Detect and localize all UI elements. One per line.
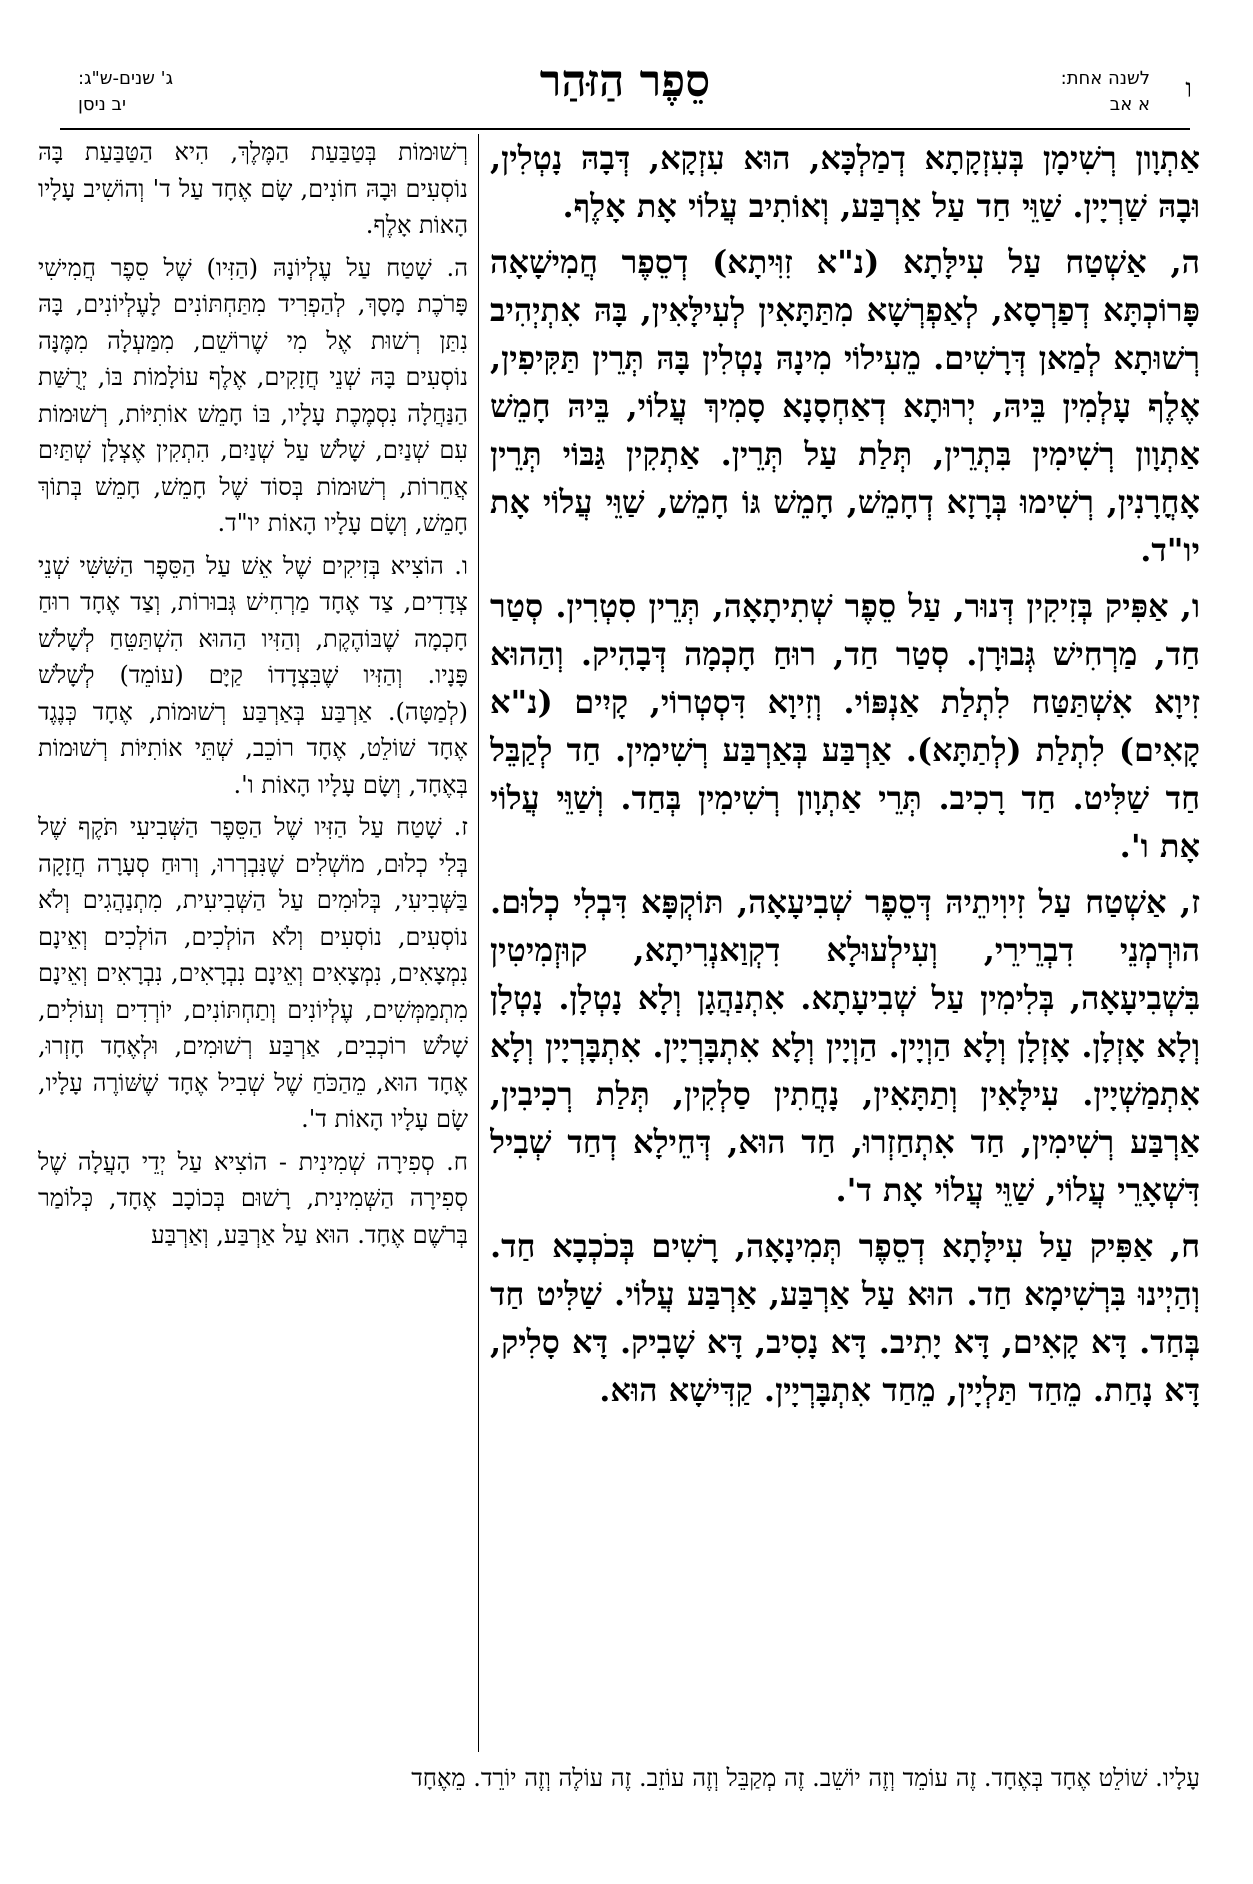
translation-paragraph: ח. סְפִירָה שְׁמִינִית - הוֹצִיא עַל יְדֵי הָעֲלָה שֶׁל סְפִירָה הַשְּׁמִינִית, רָשׁוּם בְּכוֹכָב אֶחָד, כְּלוֹמַר בְּרֹשֶׁם אֶחָד. הוּא עַל אַרְבַּע, וְאַרְבַּע [38,1147,468,1249]
aramaic-paragraph: ח, אַפִּיק עַל עִילָּתָא דְסֵפֶר תְּמִינָאָה, רָשִׁים בְּכֹכְבָא חַד. וְהַיְינוּ בִּרְשִׁימָא חַד. הוּא עַל אַרְבַּע, אַרְבַּע עֲלוֹי. שַׁלִּיט חַד בְּחַד. דָּא קָאִים, דָּא יָתִיב. דָּא נָסִיב, דָּא שָׁבִיק. דָּא סָלִיק, דָּא נָחַת. מֵחַד תַּלְיָין, מֵחַד אִתְבָּרְיָין. קַדִּישָׁא הוּא. [490,1227,1200,1409]
schedule-right-line2: א אב [1109,94,1150,115]
translation-paragraph: ז. שָׁטַח עַל הַזִּיו שֶׁל הַסֵּפֶר הַשְּׁבִיעִי תֹּקֶף שֶׁל בְּלִי כְלוּם, מוֹשְׁלִים שֶׁנִּבְרְרוּ, וְרוּחַ סְעָרָה חֲזָקָה בַּשְּׁבִיעִי, בְּלוּמִים עַל הַשְּׁבִיעִית, מִתְנַהֲגִים וְלֹא נוֹסְעִים, נוֹסְעִים וְלֹא הוֹלְכִים, הוֹלְכִים וְאֵינָם נִמְצָאִים, נִמְצָאִים וְאֵינָם נִבְרָאִים, נִבְרָאִים וְאֵינָם מִתְמַמְּשִׁים, עֶלְיוֹנִים וְתַחְתּוֹנִים, יוֹרְדִים וְעוֹלִים, שָׁלֹשׁ רוֹכְבִים, אַרְבַּע רְשׁוּמִים, וּלְאֶחָד חָזְרוּ, אֶחָד הוּא, מֵהַכֹּחַ שֶׁל שְׁבִיל אֶחָד שֶׁשּׁוֹרֶה עָלָיו, שָׂם עָלָיו הָאוֹת ד'. [38,813,468,1133]
hebrew-translation-column [38,134,468,1754]
translation-paragraph: רְשׁוּמוֹת בְּטַבַּעַת הַמֶּלֶךְ, הִיא הַטַּבַּעַת בָּהּ נוֹסְעִים וּבָהּ חוֹנִים, שָׂם אֶחָד עַל ד' וְהוֹשִׁיב עָלָיו הָאוֹת אָלֶף. [38,138,468,239]
page-header [60,56,1190,136]
page-number: ו [1185,74,1192,104]
book-title: סֵפֶר הַזּהַר [539,56,711,107]
schedule-right-line1: לשנה אחת: [1060,68,1150,89]
aramaic-paragraph: ו, אַפִּיק בְּזִיקִין דְּנוּר, עַל סֵפֶר שְׁתִיתָאָה, תְּרֵין סִטְרִין. סְטַר חַד, מַרְחִישׁ גְּבוּרָן. סְטַר חַד, רוּחַ חָכְמָה דְּבָהִיק. וְהַהוּא זִיוָא אִשְׁתַּטַּח לִתְלַת אַנְפּוֹי. וְזִיוָא דִּסְטְרוֹי, קָיִים (נ"א קָאִים) לִתְלַת (לְתַתָּא). אַרְבַּע בְּאַרְבַּע רְשִׁימִין. חַד לְקַבֵּל חַד שַׁלִּיט. חַד רָכִיב. תְּרֵי אַתְוָון רְשִׁימִין בְּחַד. וְשַׁוֵּי עֲלוֹי אָת ו'. [490,587,1200,865]
header-rule [60,128,1190,130]
aramaic-text-column [490,134,1200,1754]
translation-continuation-line: עָלָיו. שׁוֹלֵט אֶחָד בְּאֶחָד. זֶה עוֹמֵד וְזֶה יוֹשֵׁב. זֶה מְקַבֵּל וְזֶה עוֹזֵב. זֶה עוֹלֶה וְזֶה יוֹרֵד. מֵאֶחָד [411,1764,1200,1792]
aramaic-paragraph: ז, אַשְׁטַח עַל זִיוִיתֵיהּ דְּסֵפֶר שְׁבִיעָאָה, תּוֹקְפָּא דִּבְלִי כְלוּם. הוּרְמְנֵי דִבְרֵירֵי, וְעִילְעוּלָא דִקְוַאנְרִיתָא, קוּזְמִיטִין בִּשְׁבִיעָאָה, בְּלִימִין עַל שְׁבִיעָתָא. אִתְנַהֲגָן וְלָא נָטְלָן. נָטְלָן וְלָא אָזְלָן. אָזְלָן וְלָא הַוְיָין. הַוְיָין וְלָא אִתְבָּרְיָין. אִתְבָּרְיָין וְלָא אִתְמַשְׁיָין. עִילָּאִין וְתַתָּאִין, נָחֲתִין סַלְקִין, תְּלַת רְכִיבִין, אַרְבַּע רְשִׁימִין, חַד אִתְחַזְרוּ, חַד הוּא, דְּחֵילָא דְחַד שְׁבִיל דִּשְׁאָרֵי עֲלוֹי, שַׁוֵּי עֲלוֹי אָת ד'. [490,883,1200,1209]
aramaic-paragraph: אַתְוָון רְשִׁימָן בְּעִזְקָתָא דְמַלְכָּא, הוּא עִזְקָא, דְּבָהּ נָטְלִין, וּבָהּ שַׁרְיָין. שַׁוֵּי חַד עַל אַרְבַּע, וְאוֹתִיב עֲלוֹי אָת אָלֶף. [490,139,1200,225]
schedule-left-line2: יב ניסן [78,94,126,115]
translation-paragraph: ה. שָׁטַח עַל עֶלְיוֹנָהּ (הַזִּיו) שֶׁל סֵפֶר חֲמִישִׁי פָּרֹכֶת מָסָךְ, לְהַפְרִיד מִתַּחְתּוֹנִים לָעֶלְיוֹנִים, בָּהּ נִתַּן רְשׁוּת אֶל מִי שֶׁרוֹשֵׁם, מִמַּעְלָה מִמֶּנָּה נוֹסְעִים בָּהּ שְׁנֵי חֲזָקִים, אֶלֶף עוֹלָמוֹת בּוֹ, יְרֻשַּׁת הַנַּחֲלָה נִסְמֶכֶת עָלָיו, בּוֹ חָמֵשׁ אוֹתִיּוֹת, רְשׁוּמוֹת עִם שְׁנַיִם, שָׁלֹשׁ עַל שְׁנַיִם, הִתְקִין אֶצְלָן שְׁתַּיִם אֲחֵרוֹת, רְשׁוּמוֹת בְּסוֹד שֶׁל חָמֵשׁ, חָמֵשׁ בְּתוֹךְ חָמֵשׁ, וְשָׂם עָלָיו הָאוֹת יו"ד. [38,253,468,537]
schedule-left-line1: ג' שנים-ש"ג: [78,68,174,89]
translation-paragraph: ו. הוֹצִיא בְּזִיקִים שֶׁל אֵשׁ עַל הַסֵּפֶר הַשִּׁשִּׁי שְׁנֵי צְדָדִים, צַד אֶחָד מַרְחִישׁ גְּבוּרוֹת, וְצַד אֶחָד רוּחַ חָכְמָה שֶׁבּוֹהֶקֶת, וְהַזִּיו הַהוּא הִשְׁתַּטֵּחַ לְשָׁלֹשׁ פָּנָיו. וְהַזִּיו שֶׁבִּצְדָדוֹ קַיָּם (עוֹמֵד) לְשָׁלֹשׁ (לְמַטָּה). אַרְבַּע בְּאַרְבַּע רְשׁוּמוֹת, אֶחָד כְּנֶגֶד אֶחָד שׁוֹלֵט, אֶחָד רוֹכֵב, שְׁתֵּי אוֹתִיּוֹת רְשׁוּמוֹת בְּאֶחָד, וְשָׂם עָלָיו הָאוֹת ו'. [38,551,468,799]
reading-schedule-left [78,66,173,118]
column-divider [478,134,479,1752]
aramaic-paragraph: ה, אַשְׁטַח עַל עִילָּתָא (נ"א זִוִּיתָא) דְסֵפֶר חֲמִישָׁאָה פָּרוֹכְתָּא דְפַרְסָא, לְאַפְרְשָׁא מִתַּתָּאִין לְעִילָּאִין, בָּהּ אִתְיְהִיב רְשׁוּתָא לְמַאן דְּרָשִׁים. מֵעִילוֹי מִינָהּ נָטְלִין בָּהּ תְּרֵין תַּקִּיפִין, אֶלֶף עָלְמִין בֵּיהּ, יְרוּתָא דְאַחְסָנָא סָמִיךְ עֲלוֹי, בֵּיהּ חָמֵשׁ אַתְוָון רְשִׁימִין בִּתְרֵין, תְּלַת עַל תְּרֵין. אַתְקִין גַּבּוֹי תְּרֵין אָחֳרָנִין, רְשִׁימוּ בְּרָזָא דְחָמֵשׁ, חָמֵשׁ גּוֹ חָמֵשׁ, שַׁוֵּי עֲלוֹי אָת יו"ד. [490,243,1200,569]
